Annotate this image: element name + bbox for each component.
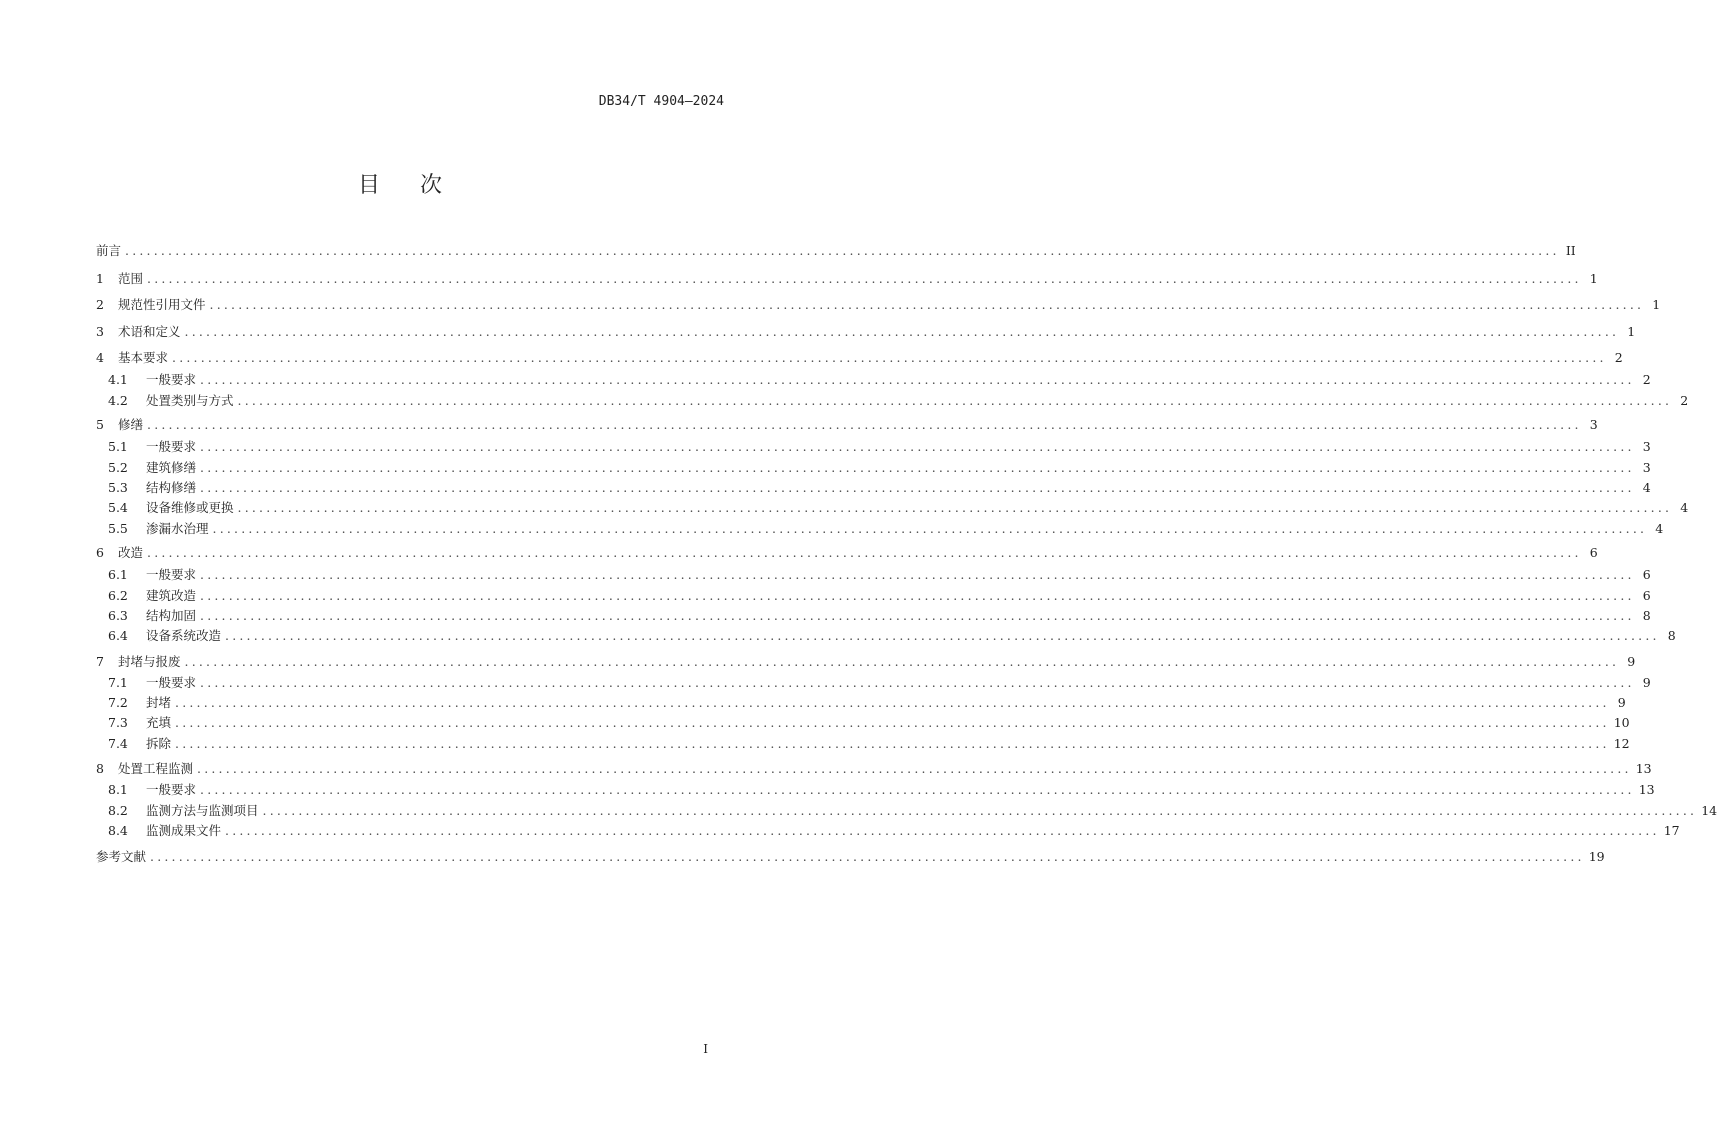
toc-entry-number: 7.2 bbox=[108, 695, 128, 710]
toc-entry-number: 6.4 bbox=[108, 628, 128, 643]
toc-entry-page: 4 bbox=[1680, 500, 1689, 515]
dot-leader: ........................................................................................................................................................................................................ bbox=[200, 480, 1635, 495]
toc-entry-number: 7.1 bbox=[108, 675, 128, 690]
toc-entry-title: 渗漏水治理 bbox=[146, 521, 209, 536]
dot-leader: ........................................................................................................................................................................................................ bbox=[172, 350, 1607, 365]
dot-leader: ........................................................................................................................................................................................................ bbox=[175, 736, 1610, 751]
dot-leader: ........................................................................................................................................................................................................ bbox=[200, 782, 1635, 797]
toc-entry[interactable] bbox=[96, 760, 1652, 778]
toc-entry[interactable] bbox=[108, 694, 1626, 712]
toc-entry-title: 规范性引用文件 bbox=[118, 297, 206, 312]
dot-leader: ........................................................................................................................................................................................................ bbox=[175, 715, 1610, 730]
toc-entry-page: 4 bbox=[1642, 480, 1651, 495]
dot-leader: ........................................................................................................................................................................................................ bbox=[184, 324, 1620, 339]
toc-entry-title: 前言 bbox=[96, 243, 122, 258]
dot-leader: ........................................................................................................................................................................................................ bbox=[184, 654, 1620, 669]
toc-entry-title: 一般要求 bbox=[146, 372, 197, 387]
toc-entry-number: 6 bbox=[96, 545, 104, 560]
toc-entry-title: 封堵 bbox=[146, 695, 172, 710]
dot-leader: ........................................................................................................................................................................................................ bbox=[147, 271, 1582, 286]
toc-entry-page: 19 bbox=[1588, 849, 1605, 864]
toc-entry-title: 设备系统改造 bbox=[146, 628, 222, 643]
toc-entry[interactable] bbox=[108, 802, 1717, 820]
dot-leader: ........................................................................................................................................................................................................ bbox=[147, 417, 1582, 432]
toc-entry[interactable] bbox=[96, 653, 1636, 671]
toc-entry-title: 建筑修缮 bbox=[146, 460, 197, 475]
toc-entry-title: 一般要求 bbox=[146, 675, 197, 690]
toc-entry-page: 9 bbox=[1617, 695, 1626, 710]
toc-entry[interactable] bbox=[96, 848, 1605, 866]
toc-entry[interactable] bbox=[96, 544, 1598, 562]
toc-entry-number: 8.1 bbox=[108, 782, 128, 797]
dot-leader: ........................................................................................................................................................................................................ bbox=[147, 545, 1582, 560]
toc-entry-title: 监测方法与监测项目 bbox=[146, 803, 259, 818]
page-title: 目次 bbox=[357, 173, 482, 198]
toc-entry[interactable] bbox=[108, 714, 1630, 732]
toc-entry-page: 4 bbox=[1655, 521, 1664, 536]
toc-entry-number: 6.3 bbox=[108, 608, 128, 623]
toc-entry-title: 拆除 bbox=[146, 736, 172, 751]
toc-entry[interactable] bbox=[108, 459, 1651, 477]
toc-entry-page: 1 bbox=[1589, 271, 1598, 286]
toc-entry-page: 3 bbox=[1589, 417, 1598, 432]
toc-entry-title: 建筑改造 bbox=[146, 588, 197, 603]
toc-entry-page: 3 bbox=[1642, 460, 1651, 475]
toc-entry-page: 8 bbox=[1642, 608, 1651, 623]
toc-entry-number: 7.3 bbox=[108, 715, 128, 730]
toc-entry[interactable] bbox=[96, 416, 1598, 434]
toc-entry-title: 监测成果文件 bbox=[146, 823, 222, 838]
toc-entry-page: 13 bbox=[1635, 761, 1652, 776]
toc-entry-page: 2 bbox=[1642, 372, 1651, 387]
dot-leader: ........................................................................................................................................................................................................ bbox=[197, 761, 1632, 776]
toc-entry-number: 5.4 bbox=[108, 500, 128, 515]
toc-entry[interactable] bbox=[96, 323, 1636, 341]
toc-entry[interactable] bbox=[108, 371, 1651, 389]
toc-entry[interactable] bbox=[108, 781, 1655, 799]
toc-entry-page: 13 bbox=[1638, 782, 1655, 797]
toc-entry-number: 8.2 bbox=[108, 803, 128, 818]
toc-entry[interactable] bbox=[108, 392, 1689, 410]
toc-entry-title: 处置工程监测 bbox=[118, 761, 194, 776]
toc-entry-title: 处置类别与方式 bbox=[146, 393, 234, 408]
toc-entry-title: 基本要求 bbox=[118, 350, 169, 365]
dot-leader: ........................................................................................................................................................................................................ bbox=[200, 588, 1635, 603]
toc-entry-title: 封堵与报废 bbox=[118, 654, 181, 669]
document-id: DB34/T 4904—2024 bbox=[598, 94, 724, 109]
toc-entry-title: 一般要求 bbox=[146, 567, 197, 582]
toc-entry[interactable] bbox=[108, 499, 1689, 517]
toc-entry-number: 8 bbox=[96, 761, 104, 776]
dot-leader: ........................................................................................................................................................................................................ bbox=[200, 460, 1635, 475]
dot-leader: ........................................................................................................................................................................................................ bbox=[200, 675, 1635, 690]
toc-entry-title: 范围 bbox=[118, 271, 144, 286]
toc-entry-title: 设备维修或更换 bbox=[146, 500, 234, 515]
dot-leader: ........................................................................................................................................................................................................ bbox=[225, 628, 1660, 643]
toc-entry[interactable] bbox=[96, 349, 1623, 367]
toc-entry[interactable] bbox=[108, 674, 1651, 692]
toc-entry-page: 1 bbox=[1627, 324, 1636, 339]
toc-entry-title: 结构加固 bbox=[146, 608, 197, 623]
toc-entry-page: 2 bbox=[1680, 393, 1689, 408]
dot-leader: ........................................................................................................................................................................................................ bbox=[200, 567, 1635, 582]
toc-entry-number: 5.5 bbox=[108, 521, 128, 536]
toc-entry-page: 2 bbox=[1614, 350, 1623, 365]
toc-entry[interactable] bbox=[108, 479, 1651, 497]
toc-entry-page: 10 bbox=[1613, 715, 1630, 730]
toc-entry-page: 1 bbox=[1652, 297, 1661, 312]
toc-entry[interactable] bbox=[108, 735, 1630, 753]
toc-entry-page: 6 bbox=[1589, 545, 1598, 560]
toc-entry-page: 14 bbox=[1701, 803, 1717, 818]
toc-entry[interactable] bbox=[108, 566, 1651, 584]
toc-entry-number: 3 bbox=[96, 324, 104, 339]
toc-entry-title: 一般要求 bbox=[146, 782, 197, 797]
toc-entry-number: 4 bbox=[96, 350, 104, 365]
toc-entry-number: 4.1 bbox=[108, 372, 128, 387]
dot-leader: ........................................................................................................................................................................................................ bbox=[200, 372, 1635, 387]
toc-entry-page: 9 bbox=[1642, 675, 1651, 690]
toc-entry[interactable] bbox=[96, 270, 1598, 288]
toc-entry-page: 6 bbox=[1642, 567, 1651, 582]
dot-leader: ........................................................................................................................................................................................................ bbox=[125, 243, 1560, 258]
toc-entry-number: 7 bbox=[96, 654, 104, 669]
toc-entry-number: 5.3 bbox=[108, 480, 128, 495]
dot-leader: ........................................................................................................................................................................................................ bbox=[150, 849, 1585, 864]
dot-leader: ........................................................................................................................................................................................................ bbox=[209, 297, 1645, 312]
dot-leader: ........................................................................................................................................................................................................ bbox=[225, 823, 1660, 838]
dot-leader: ........................................................................................................................................................................................................ bbox=[237, 393, 1673, 408]
toc-entry-title: 结构修缮 bbox=[146, 480, 197, 495]
dot-leader: ........................................................................................................................................................................................................ bbox=[212, 521, 1648, 536]
toc-entry-number: 5.1 bbox=[108, 439, 128, 454]
toc-entry[interactable] bbox=[108, 587, 1651, 605]
toc-entry-title: 修缮 bbox=[118, 417, 144, 432]
toc-entry[interactable] bbox=[108, 438, 1651, 456]
toc-entry-page: 12 bbox=[1613, 736, 1630, 751]
toc-entry-page: 8 bbox=[1667, 628, 1676, 643]
toc-entry-number: 1 bbox=[96, 271, 104, 286]
toc-entry-title: 充填 bbox=[146, 715, 172, 730]
toc-entry-number: 5.2 bbox=[108, 460, 128, 475]
toc-entry-number: 5 bbox=[96, 417, 104, 432]
dot-leader: ........................................................................................................................................................................................................ bbox=[175, 695, 1610, 710]
toc-entry[interactable] bbox=[108, 627, 1676, 645]
dot-leader: ........................................................................................................................................................................................................ bbox=[262, 803, 1698, 818]
toc-entry[interactable] bbox=[108, 607, 1651, 625]
toc-entry-page: 17 bbox=[1663, 823, 1680, 838]
toc-entry-page: 6 bbox=[1642, 588, 1651, 603]
toc-entry[interactable] bbox=[108, 822, 1680, 840]
toc-entry-number: 6.2 bbox=[108, 588, 128, 603]
toc-entry-number: 7.4 bbox=[108, 736, 128, 751]
toc-entry-title: 术语和定义 bbox=[118, 324, 181, 339]
toc-entry-page: 9 bbox=[1627, 654, 1636, 669]
toc-entry[interactable] bbox=[96, 242, 1576, 260]
toc-entry-title: 改造 bbox=[118, 545, 144, 560]
toc-entry-number: 2 bbox=[96, 297, 104, 312]
page-number: I bbox=[703, 1042, 708, 1056]
toc-entry-number: 6.1 bbox=[108, 567, 128, 582]
toc-entry-number: 8.4 bbox=[108, 823, 128, 838]
toc-entry-title: 一般要求 bbox=[146, 439, 197, 454]
dot-leader: ........................................................................................................................................................................................................ bbox=[200, 439, 1635, 454]
dot-leader: ........................................................................................................................................................................................................ bbox=[237, 500, 1673, 515]
toc-entry-title: 参考文献 bbox=[96, 849, 147, 864]
toc-entry[interactable] bbox=[108, 520, 1664, 538]
dot-leader: ........................................................................................................................................................................................................ bbox=[200, 608, 1635, 623]
toc-entry[interactable] bbox=[96, 296, 1661, 314]
toc-entry-page: II bbox=[1565, 243, 1576, 258]
toc-entry-page: 3 bbox=[1642, 439, 1651, 454]
toc-entry-number: 4.2 bbox=[108, 393, 128, 408]
